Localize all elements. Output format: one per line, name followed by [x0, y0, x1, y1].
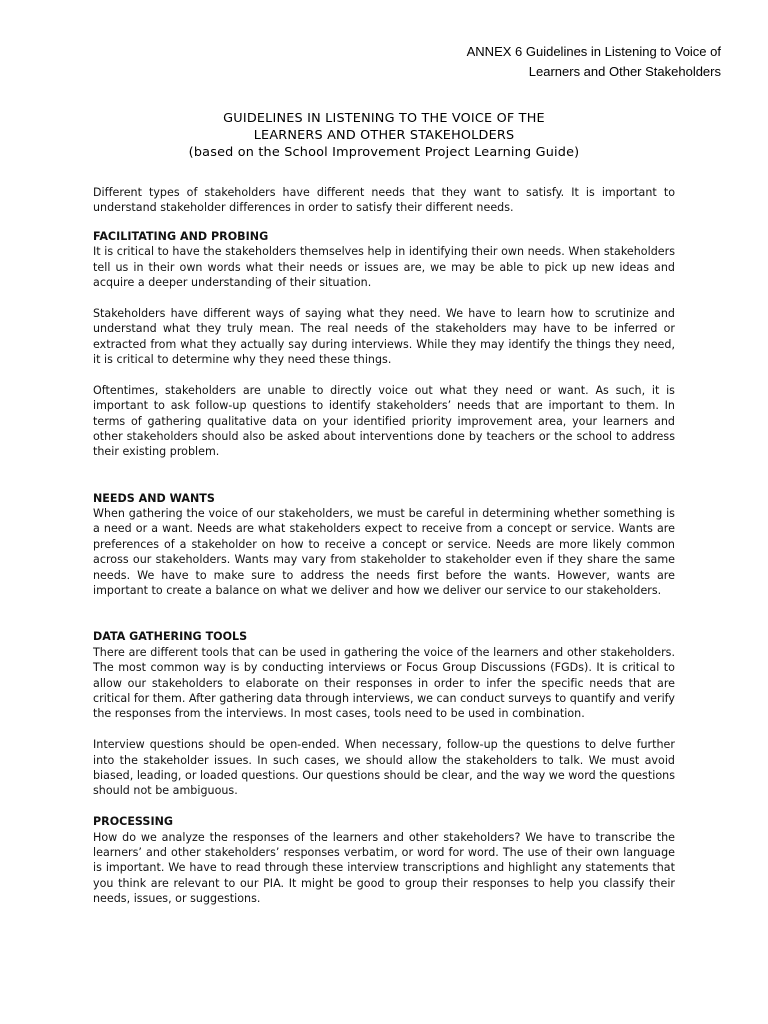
needs-paragraph-1: When gathering the voice of our stakeholders, we must be careful in determining whether something is a need or a want. Needs are what stakeholders expect to receive from a concept or service. Wants are preferences of a stakeholder on how to receive a concept or service. Needs are more likely common across our stakeholders. Wants may vary from stakeholder to stakeholder even if they share the same needs. We have to make sure to address the needs first before the wants. However, wants are important to create a balance on what we deliver and how we deliver our service to our stakeholders. — [93, 507, 675, 598]
section-heading-tools: DATA GATHERING TOOLS — [93, 630, 248, 644]
section-heading-processing: PROCESSING — [93, 815, 174, 829]
title-line2: LEARNERS AND OTHER STAKEHOLDERS — [253, 128, 515, 143]
section-heading-facilitating: FACILITATING AND PROBING — [93, 229, 269, 243]
facilitating-paragraph-1: It is critical to have the stakeholders themselves help in identifying their own needs. When stakeholders tell us in their own words what their needs or issues are, we may be able to pick up new ideas and acquire a deeper understanding of their situation. — [93, 245, 675, 290]
annex-header — [467, 42, 721, 82]
annex-header-line1: ANNEX 6 Guidelines in Listening to Voice of — [466, 44, 721, 59]
annex-header-line2: Learners and Other Stakeholders — [528, 64, 721, 79]
tools-paragraph-2: Interview questions should be open-ended. When necessary, follow-up the questions to delve further into the stakeholder issues. In such cases, we should allow the stakeholders to talk. We must avoid biased, leading, or loaded questions. Our questions should be clear, and the way we word the questions should not be ambiguous. — [93, 738, 675, 798]
processing-paragraph-1: How do we analyze the responses of the learners and other stakeholders? We have to transcribe the learners’ and other stakeholders’ responses verbatim, or word for word. The use of their own language is important. We have to read through these interview transcriptions and highlight any statements that you think are relevant to our PIA. It might be good to group their responses to help you classify their needs, issues, or suggestions. — [93, 830, 675, 906]
facilitating-paragraph-3: Oftentimes, stakeholders are unable to directly voice out what they need or want. As such, it is important to ask follow-up questions to identify stakeholders’ needs that are important to them. In terms of gathering qualitative data on your identified priority improvement area, your learners and other stakeholders should also be asked about interventions done by teachers or the school to address their existing problem. — [93, 383, 675, 459]
facilitating-paragraph-2: Stakeholders have different ways of saying what they need. We have to learn how to scrutinize and understand what they truly mean. The real needs of the stakeholders may have to be inferred or extracted from what they actually say during interviews. While they may identify the things they need, it is critical to determine why they need these things. — [93, 306, 675, 367]
document-body — [93, 185, 675, 907]
document-title — [93, 110, 675, 161]
title-line1: GUIDELINES IN LISTENING TO THE VOICE OF THE — [223, 111, 545, 126]
intro-paragraph: Different types of stakeholders have different needs that they want to satisfy. It is important to understand stakeholder differences in order to satisfy their different needs. — [93, 186, 675, 215]
section-heading-needs: NEEDS AND WANTS — [93, 491, 215, 505]
tools-paragraph-1: There are different tools that can be used in gathering the voice of the learners and other stakeholders. The most common way is by conducting interviews or Focus Group Discussions (FGDs). It is critical to allow our stakeholders to elaborate on their responses in order to infer the specific needs that are critical for them. After gathering data through interviews, we can conduct surveys to quantify and verify the responses from the interviews. In most cases, tools need to be used in combination. — [93, 645, 675, 721]
title-line3: (based on the School Improvement Project Learning Guide) — [188, 145, 580, 160]
